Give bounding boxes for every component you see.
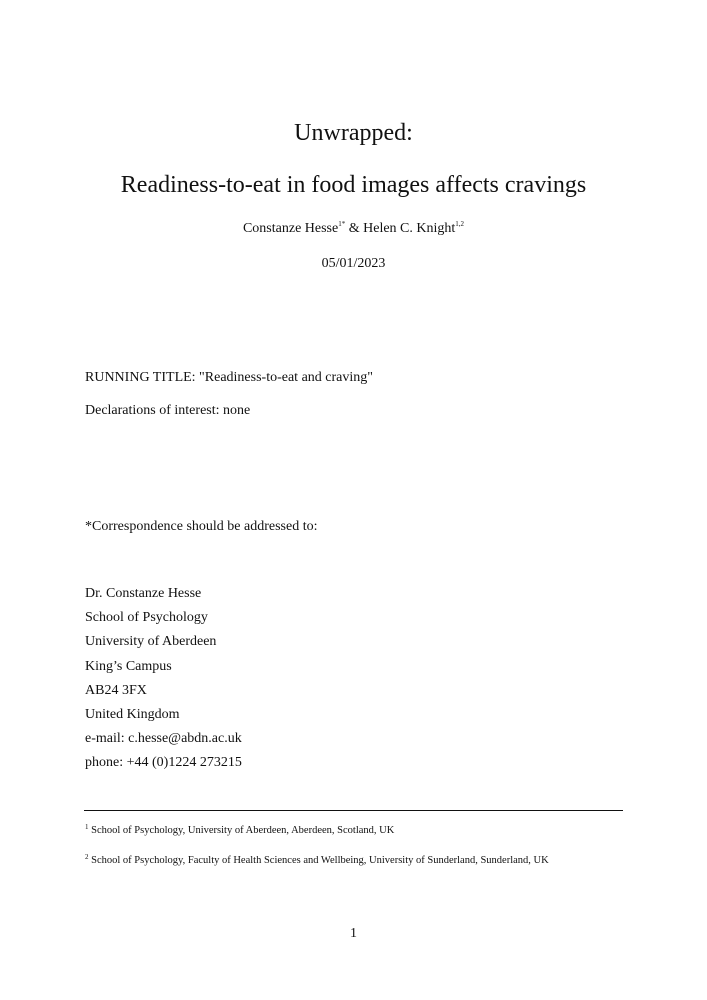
footnote-2-text: School of Psychology, Faculty of Health Sciences and Wellbeing, University of Sunderland, Sunderland, UK — [88, 855, 549, 866]
footnote-2 — [85, 853, 549, 866]
address-line: King’s Campus — [85, 658, 172, 674]
declarations-of-interest: Declarations of interest: none — [85, 403, 251, 418]
footnote-1 — [85, 823, 394, 836]
author-1-name: Constanze Hesse — [242, 221, 339, 236]
page-number: 1 — [350, 926, 357, 941]
paper-title-line-2: Readiness-to-eat in food images affects cravings — [120, 172, 587, 198]
author-1-affiliation-mark: 1* — [338, 220, 346, 228]
address-phone: phone: +44 (0)1224 273215 — [85, 755, 242, 771]
address-line: United Kingdom — [85, 706, 180, 722]
paper-date: 05/01/2023 — [321, 256, 386, 271]
running-title: RUNNING TITLE: "Readiness-to-eat and craving" — [85, 370, 373, 385]
address-line: AB24 3FX — [85, 682, 147, 698]
correspondence-heading: *Correspondence should be addressed to: — [85, 519, 318, 534]
footnote-2-mark: 2 — [85, 853, 89, 861]
footnote-1-text: School of Psychology, University of Aberdeen, Aberdeen, Scotland, UK — [88, 825, 395, 836]
paper-title-line-1: Unwrapped: — [294, 120, 413, 146]
address-email: e-mail: c.hesse@abdn.ac.uk — [85, 731, 242, 747]
footnote-1-mark: 1 — [85, 823, 89, 831]
author-2-affiliation-mark: 1,2 — [455, 220, 465, 228]
correspondence-address — [85, 585, 242, 779]
address-line: University of Aberdeen — [85, 634, 217, 650]
author-2-name: Helen C. Knight — [363, 221, 456, 236]
author-separator: & — [345, 221, 364, 236]
footnote-divider — [84, 810, 623, 811]
address-line: Dr. Constanze Hesse — [85, 586, 202, 601]
address-line: School of Psychology — [85, 610, 208, 626]
author-list — [0, 220, 707, 237]
